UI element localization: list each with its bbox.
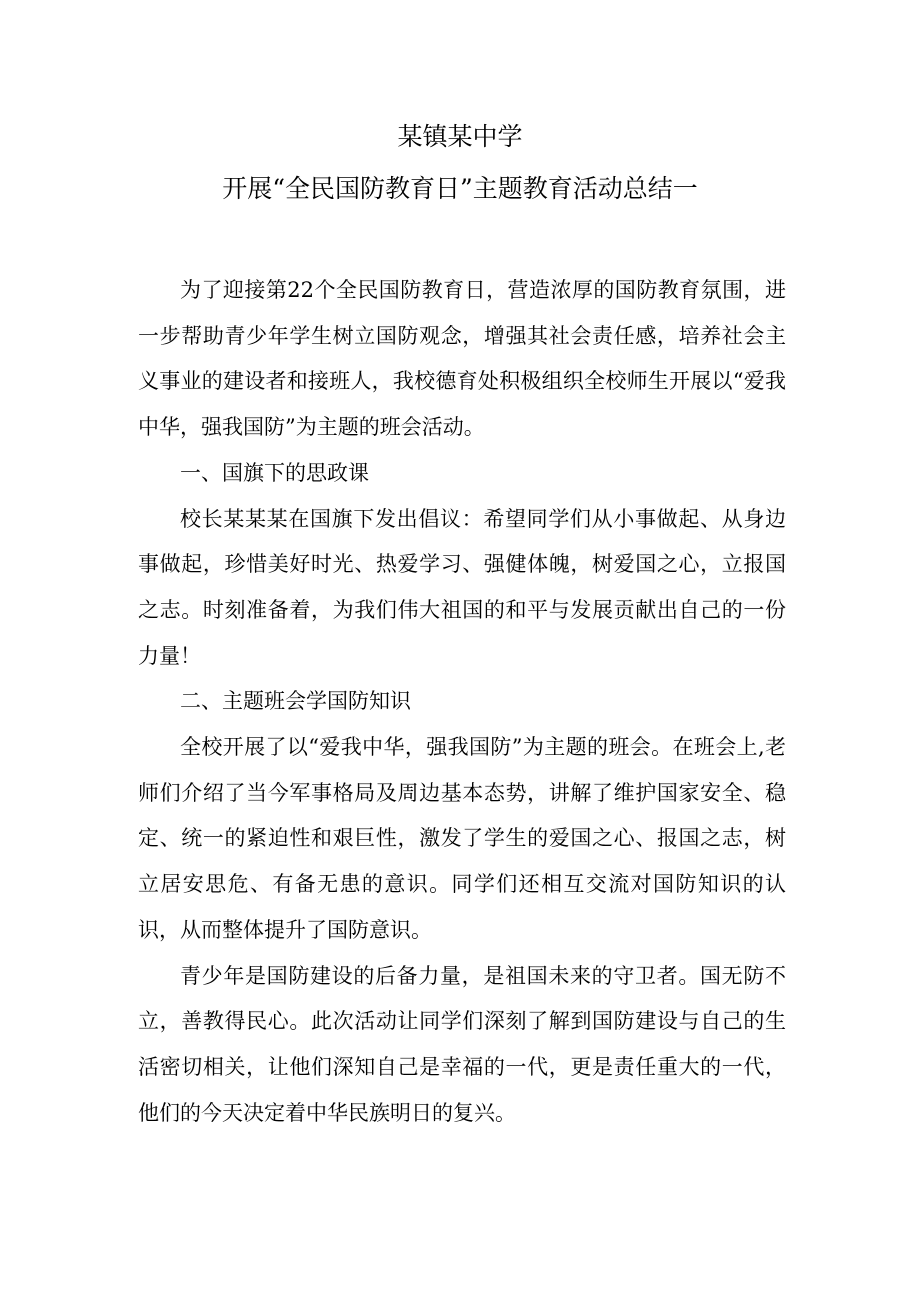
section-heading-2: 二、主题班会学国防知识 [180, 689, 411, 714]
paragraph-section-2: 全校开展了以“爱我中华，强我国防”为主题的班会。在班会上,老师们介绍了当今军事格局及周边基本态势，讲解了维护国家安全、稳定、统一的紧迫性和艰巨性，激发了学生的爱国之心、报国之志，树立居安思危、有备无患的意识。同学们还相互交流对国防知识的认识，从而整体提升了国防意识。 [138, 735, 786, 942]
document-body [138, 268, 786, 1136]
section-heading-1: 一、国旗下的思政课 [180, 460, 369, 485]
paragraph-conclusion: 青少年是国防建设的后备力量，是祖国未来的守卫者。国无防不立，善教得民心。此次活动让同学们深刻了解到国防建设与自己的生活密切相关，让他们深知自己是幸福的一代，更是责任重大的一代，他们的今天决定着中华民族明日的复兴。 [138, 963, 786, 1125]
document-title-subject: 开展“全民国防教育日”主题教育活动总结一 [222, 174, 698, 203]
document-title-school: 某镇某中学 [397, 122, 523, 151]
paragraph-section-1: 校长某某某在国旗下发出倡议：希望同学们从小事做起、从身边事做起，珍惜美好时光、热爱学习、强健体魄，树爱国之心，立报国之志。时刻准备着，为我们伟大祖国的和平与发展贡献出自己的一份力量！ [138, 506, 786, 668]
paragraph-intro: 为了迎接第22个全民国防教育日，营造浓厚的国防教育氛围，进一步帮助青少年学生树立国防观念，增强其社会责任感，培养社会主义事业的建设者和接班人，我校德育处积极组织全校师生开展以“爱我中华，强我国防”为主题的班会活动。 [138, 278, 786, 440]
